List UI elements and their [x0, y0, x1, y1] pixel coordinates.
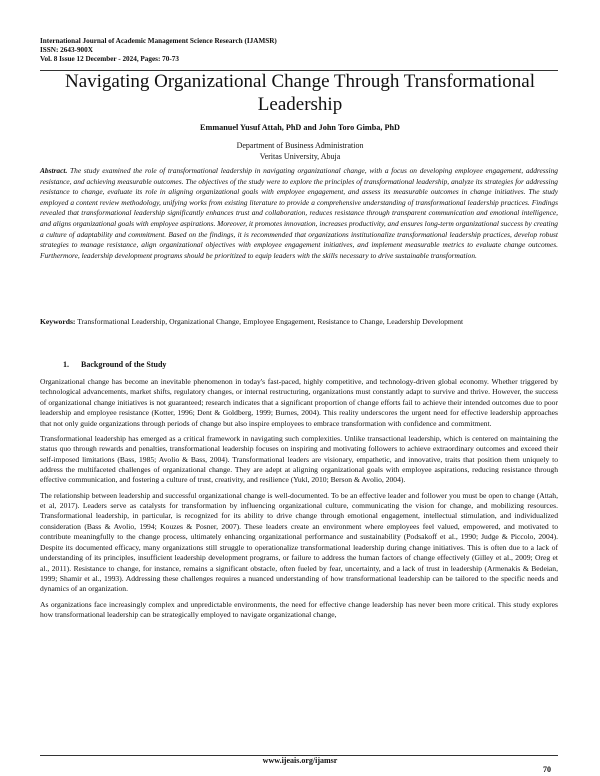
- abstract-label: Abstract.: [40, 166, 68, 175]
- page-number: 70: [543, 765, 551, 774]
- section-heading: [63, 360, 178, 369]
- paper-authors: Emmanuel Yusuf Attah, PhD and John Toro Gimba, PhD: [200, 123, 400, 132]
- section-title: Background of the Study: [81, 360, 167, 369]
- affiliation-department: Department of Business Administration: [236, 141, 364, 150]
- abstract-text: The study examined the role of transformational leadership in navigating organizational change, with a focus on developing employee engagement, addressing resistance, and achieving measurable outcomes. The objectives of the study were to explore the principles of transformational leadership, analyze its strategies for addressing resistance to change, evaluate its role in aligning organizational goals with employee engagement, and assess its measurable outcomes in change initiatives. The study employed a content review methodology, unifying works from existing literature to provide a comprehensive understanding of transformational leadership practices. Findings revealed that transformational leadership significantly enhances trust and collaboration, reduces resistance through transparent communication and emotional intelligence, and aligns organizational goals with employee aspirations. Moreover, it promotes innovation, increases productivity, and ensures long-term organizational success by creating a culture of adaptability and commitment. Based on the findings, it is recommended that organizations institutionalize transformational leadership practices, develop robust strategies to manage resistance, align organizational objectives with employee engagement initiatives, and implement measurable metrics to evaluate change outcomes. Furthermore, leadership development programs should be prioritized to equip leaders with the skills necessary to drive sustainable transformation.: [40, 166, 558, 260]
- body-paragraph: Transformational leadership has emerged as a critical framework in navigating such complexities. Unlike transactional leadership, which is centered on maintaining the status quo through rewards and penalties, transformational leadership focuses on inspiring and motivating followers to achieve extraordinary outcomes and exceed their self-imposed limitations (Bass, 1985; Avolio & Bass, 2004). Transformational leaders are visionary, empathetic, and innovative, traits that position them uniquely to address the multifaceted challenges of organizational change. They are adept at aligning organizational goals with employee aspirations, reducing resistance through effective communication, and fostering a culture of trust, creativity, and resilience (Yukl, 2010; Berson & Avolio, 2004).: [40, 433, 558, 485]
- journal-header: [40, 37, 277, 64]
- keywords-text: Transformational Leadership, Organizational Change, Employee Engagement, Resistance to Change, Leadership Development: [77, 317, 464, 326]
- keywords: [40, 317, 558, 328]
- body-paragraph: The relationship between leadership and successful organizational change is well-documented. To be an effective leader and follower you must be open to change (Attah, et al, 2017). Leaders serve as catalysts for transformation by influencing organizational culture, communicating the vision for change, and mobilizing resources. Transformational leadership, in particular, is recognized for its ability to drive change through emotional engagement, intellectual stimulation, and individualized consideration (Bass & Avolio, 1994; Kouzes & Posner, 2007). These leaders create an environment where employees feel valued, empowered, and motivated to contribute meaningfully to the change process, ultimately enhancing organizational performance and sustainability (Podsakoff et al., 1990; Judge & Piccolo, 2004). Despite its documented efficacy, many organizations still struggle to operationalize transformational leadership during change initiatives. This is often due to a lack of understanding of its principles, insufficient leadership development programs, or failure to address the human factors of change effectively (Gilley et al., 2009; Oreg et al., 2011). Resistance to change, for instance, remains a significant obstacle, often fueled by fear, uncertainty, and a lack of trust in leadership (Armenakis & Bedeian, 1999; Shamir et al., 1993). Addressing these challenges requires a nuanced understanding of how transformational leadership can be tailored to the specific needs and dynamics of an organization.: [40, 490, 558, 594]
- journal-name: International Journal of Academic Management Science Research (IJAMSR): [40, 37, 277, 45]
- body-paragraph: As organizations face increasingly complex and unpredictable environments, the need for effective change leadership has never been more critical. This study explores how transformational leadership can be strategically employed to navigate organizational change,: [40, 599, 558, 619]
- section-body: [40, 377, 558, 625]
- footer-url[interactable]: www.ijeais.org/ijamsr: [262, 756, 338, 765]
- body-paragraph: Organizational change has become an inevitable phenomenon in today's fast-paced, highly competitive, and technology-driven global economy. Whether triggered by technological advancements, market shifts, regulatory changes, or internal restructuring, organizations must constantly adapt to survive and thrive. However, the success of organizational change initiatives is not guaranteed; research indicates that a significant proportion of change efforts fail to achieve their intended outcomes due to poor leadership and employee resistance (Kotter, 1996; Dent & Goldberg, 1999; Burnes, 2004). This reality underscores the urgent need for effective leadership approaches that not only guide organizations through periods of change but also inspire employees to embrace transformation with confidence and commitment.: [40, 377, 558, 428]
- paper-title: Navigating Organizational Change Through Transformational Leadership: [65, 71, 535, 115]
- journal-volume: Vol. 8 Issue 12 December - 2024, Pages: 70-73: [40, 55, 179, 63]
- affiliation: [40, 140, 560, 162]
- journal-issn: ISSN: 2643-900X: [40, 46, 93, 54]
- abstract: [40, 166, 558, 261]
- affiliation-university: Veritas University, Abuja: [259, 152, 341, 161]
- section-number: 1.: [63, 360, 69, 369]
- keywords-label: Keywords:: [40, 317, 76, 326]
